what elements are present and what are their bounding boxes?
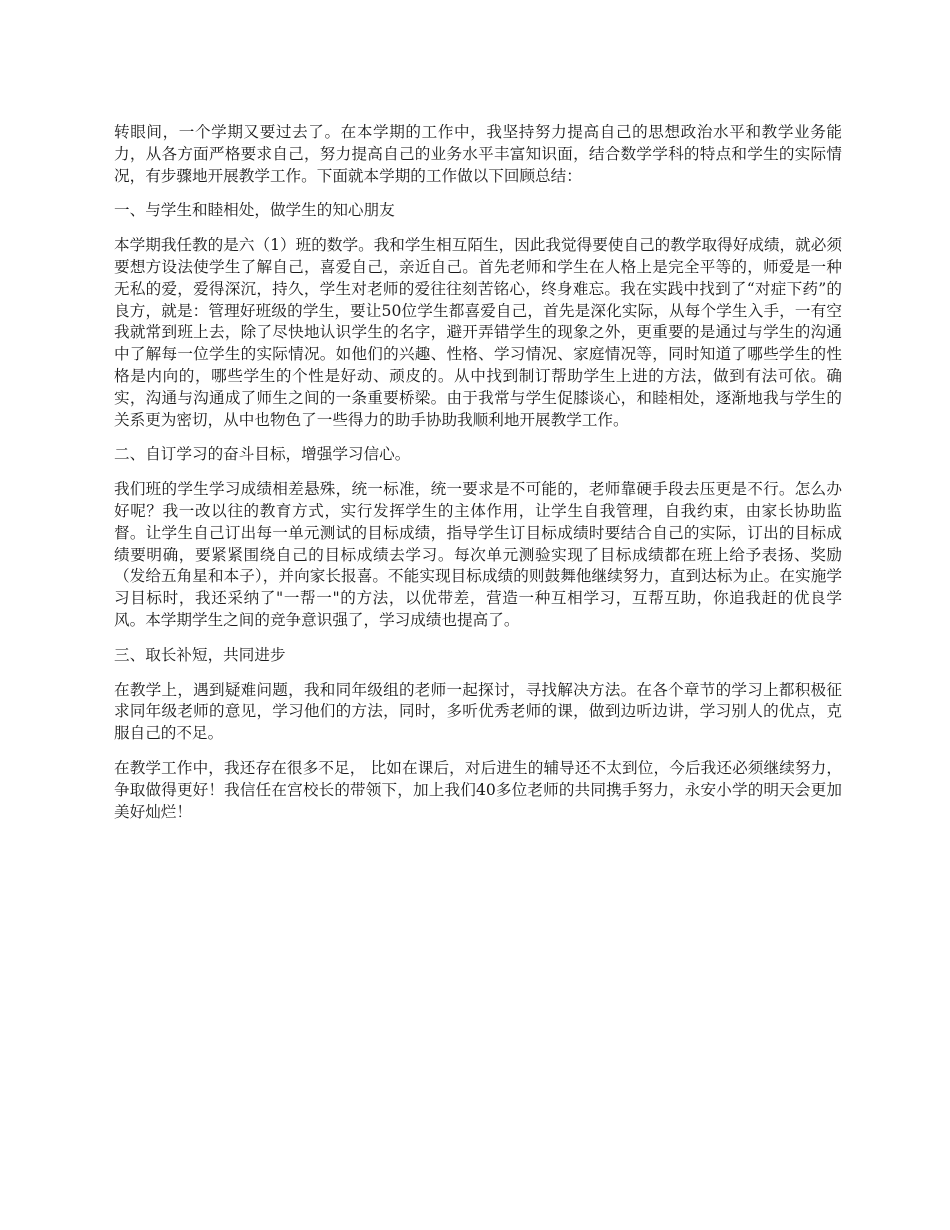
intro-paragraph: 转眼间，一个学期又要过去了。在本学期的工作中，我坚持努力提高自己的思想政治水平和教学业务能力，从各方面严格要求自己，努力提高自己的业务水平丰富知识面，结合数学学科的特点和学生的实际情况，有步骤地开展教学工作。下面就本学期的工作做以下回顾总结： [114, 123, 842, 185]
section-heading-3: 三、取长补短，共同进步 [114, 645, 286, 664]
section-paragraph-2: 我们班的学生学习成绩相差悬殊，统一标准，统一要求是不可能的，老师靠硬手段去压更是不行。怎么办好呢？我一改以往的教育方式，实行发挥学生的主体作用，让学生自我管理，自我约束，由家长协助监督。让学生自己订出每一单元测试的目标成绩，指导学生订目标成绩时要结合自己的实际，订出的目标成绩要明确，要紧紧围绕自己的目标成绩去学习。每次单元测验实现了目标成绩都在班上给予表扬、奖励（发给五角星和本子），并向家长报喜。不能实现目标成绩的则鼓舞他继续努力，直到达标为止。在实施学习目标时，我还采纳了"一帮一"的方法，以优带差，营造一种互相学习，互帮互助，你追我赶的优良学风。本学期学生之间的竞争意识强了，学习成绩也提高了。 [114, 480, 842, 629]
document-body [114, 122, 842, 836]
section-heading-1: 一、与学生和睦相处，做学生的知心朋友 [114, 201, 395, 220]
section-heading-2: 二、自订学习的奋斗目标，增强学习信心。 [114, 445, 411, 464]
section-paragraph-1: 本学期我任教的是六（1）班的数学。我和学生相互陌生，因此我觉得要使自己的教学取得好成绩，就必须要想方设法使学生了解自己，喜爱自己，亲近自己。首先老师和学生在人格上是完全平等的，师爱是一种无私的爱，爱得深沉，持久，学生对老师的爱往往刻苦铭心，终身难忘。我在实践中找到了“对症下药”的良方，就是：管理好班级的学生，要让50位学生都喜爱自己，首先是深化实际，从每个学生入手，一有空我就常到班上去，除了尽快地认识学生的名字，避开弄错学生的现象之外，更重要的是通过与学生的沟通中了解每一位学生的实际情况。如他们的兴趣、性格、学习情况、家庭情况等，同时知道了哪些学生的性格是内向的，哪些学生的个性是好动、顽皮的。从中找到制订帮助学生上进的方法，做到有法可依。确实，沟通与沟通成了师生之间的一条重要桥梁。由于我常与学生促膝谈心，和睦相处，逐渐地我与学生的关系更为密切，从中也物色了一些得力的助手协助我顺利地开展教学工作。 [114, 236, 842, 429]
closing-paragraph: 在教学工作中，我还存在很多不足， 比如在课后，对后进生的辅导还不太到位，今后我还必须继续努力，争取做得更好！我信任在宫校长的带领下，加上我们40多位老师的共同携手努力，永安小学的明天会更加美好灿烂！ [114, 758, 842, 821]
section-paragraph-3: 在教学上，遇到疑难问题，我和同年级组的老师一起探讨，寻找解决方法。在各个章节的学习上都积极征求同年级老师的意见，学习他们的方法，同时，多听优秀老师的课，做到边听边讲，学习别人的优点，克服自己的不足。 [114, 680, 842, 743]
